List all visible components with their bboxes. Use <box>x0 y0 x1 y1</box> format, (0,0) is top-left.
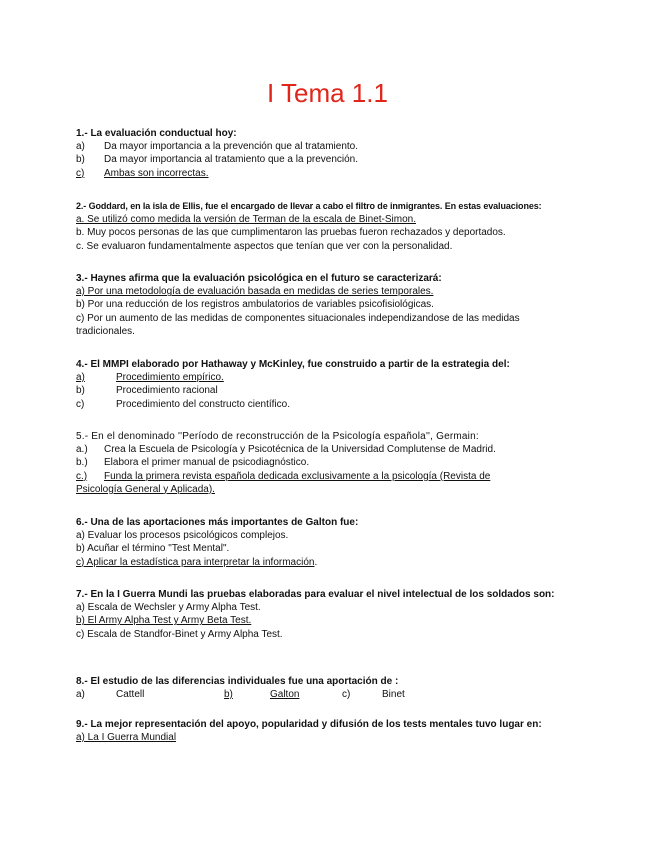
question-5-option-c-continuation: Psicología General y Aplicada). <box>76 483 215 495</box>
question-1-option-a: a) Da mayor importancia a la prevención que al tratamiento. <box>76 141 359 153</box>
question-7-option-b-answer: b) El Army Alpha Test y Army Beta Test. <box>76 615 252 627</box>
question-6-option-a: a) Evaluar los procesos psicológicos complejos. <box>76 530 289 542</box>
question-3-option-c: c) Por un aumento de las medidas de componentes situacionales independizandose de las medidas tradicionales. <box>76 312 520 337</box>
question-6-heading: 6.- Una de las aportaciones más importantes de Galton fue: <box>76 517 359 528</box>
question-7-option-a: a) Escala de Wechsler y Army Alpha Test. <box>76 602 261 614</box>
question-4-option-a-answer: a) Procedimiento empírico. <box>76 372 224 384</box>
page-title: I Tema 1.1 <box>267 78 388 108</box>
question-2 <box>76 200 576 253</box>
question-8-option-b-letter: b) <box>224 689 233 701</box>
question-3-option-a-answer: a) Por una metodología de evaluación basada en medidas de series temporales. <box>76 286 434 298</box>
question-5-option-c-answer: c.) Funda la primera revista española dedicada exclusivamente a la psicología (Revista de <box>76 470 491 482</box>
question-6-option-c-answer: c) Aplicar la estadística para interpretar la información. <box>76 556 318 568</box>
question-9-heading: 9.- La mejor representación del apoyo, popularidad y difusión de los tests mentales tuvo lugar en: <box>76 719 542 730</box>
question-3-option-b: b) Por una reducción de los registros ambulatorios de variables psicofisiológicas. <box>76 299 434 311</box>
question-1-option-b: b) Da mayor importancia al tratamiento que a la prevención. <box>76 154 359 166</box>
question-8-option-b-text: Galton <box>270 689 300 701</box>
question-4-option-c: c) Procedimiento del constructo científico. <box>76 398 290 410</box>
question-1 <box>76 127 546 180</box>
question-3 <box>76 272 546 338</box>
question-6-option-b: b) Acuñar el término "Test Mental". <box>76 543 230 555</box>
question-7 <box>76 588 556 641</box>
question-2-option-b: b. Muy pocos personas de las que cumplimentaron las pruebas fueron rechazados y deportados. <box>76 227 506 239</box>
question-8-heading: 8.- El estudio de las diferencias individuales fue una aportación de : <box>76 676 399 687</box>
question-2-option-c: c. Se evaluaron fundamentalmente aspectos que tenían que ver con la personalidad. <box>76 240 453 252</box>
question-4 <box>76 358 546 411</box>
question-9 <box>76 718 556 744</box>
question-5-heading: 5.- En el denominado ''Período de reconstrucción de la Psicología española'', Germain: <box>76 431 479 442</box>
question-8-option-a-letter: a) <box>76 689 85 701</box>
question-5-option-a: a.) Crea la Escuela de Psicología y Psicotécnica de la Universidad Complutense de Madrid. <box>76 444 496 456</box>
question-4-option-b: b) Procedimiento racional <box>76 385 218 397</box>
question-8-option-c-text: Binet <box>382 689 405 701</box>
question-1-option-c-answer: c) Ambas son incorrectas. <box>76 167 209 179</box>
question-9-option-a-answer: a) La I Guerra Mundial <box>76 732 177 744</box>
question-3-heading: 3.- Haynes afirma que la evaluación psicológica en el futuro se caracterizará: <box>76 273 442 284</box>
question-6 <box>76 516 546 569</box>
question-8-option-c-letter: c) <box>342 689 351 701</box>
question-8 <box>76 675 546 701</box>
question-2-option-a-answer: a. Se utilizó como medida la versión de Terman de la escala de Binet-Simon. <box>76 214 416 226</box>
question-8-option-a-text: Cattell <box>116 689 145 701</box>
question-5 <box>76 430 576 496</box>
question-4-heading: 4.- El MMPI elaborado por Hathaway y McKinley, fue construido a partir de la estrategia del: <box>76 359 510 370</box>
question-1-heading: 1.- La evaluación conductual hoy: <box>76 128 237 139</box>
question-2-heading: 2.- Goddard, en la isla de Ellis, fue el encargado de llevar a cabo el filtro de inmigrantes. En estas evaluaciones: <box>76 201 542 211</box>
question-5-option-b: b.) Elabora el primer manual de psicodiagnóstico. <box>76 457 310 469</box>
question-7-heading: 7.- En la I Guerra Mundi las pruebas elaboradas para evaluar el nivel intelectual de los soldados son: <box>76 589 555 600</box>
question-7-option-c: c) Escala de Standfor-Binet y Army Alpha Test. <box>76 628 283 640</box>
question-8-options <box>76 688 546 701</box>
